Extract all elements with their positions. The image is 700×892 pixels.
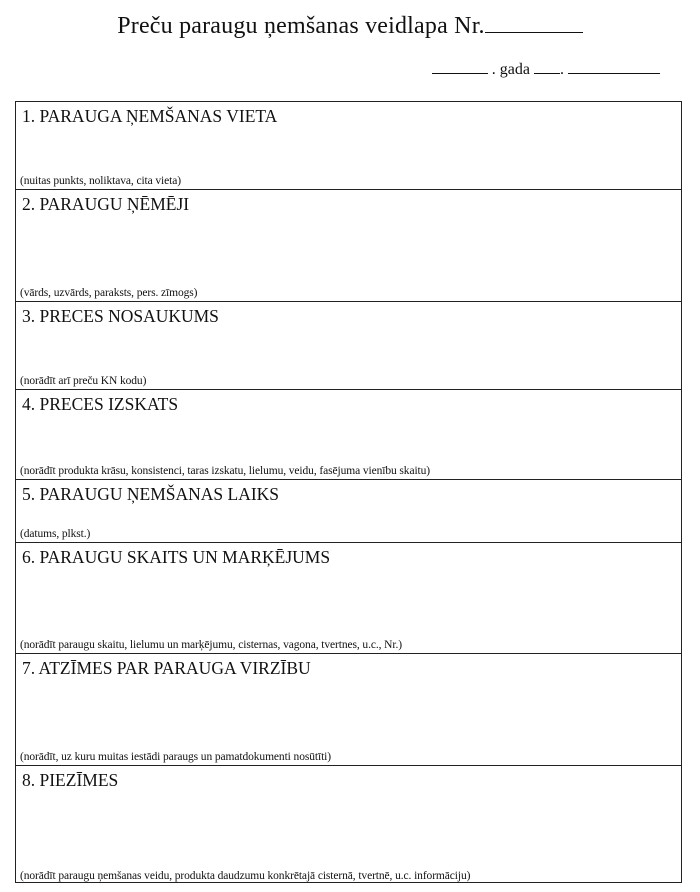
section-heading: 1. PARAUGA ŅEMŠANAS VIETA xyxy=(22,106,278,126)
section-goods-appearance[interactable] xyxy=(16,390,681,480)
section-heading: 2. PARAUGU ŅĒMĒJI xyxy=(22,194,190,214)
gada-label: . gada xyxy=(491,61,530,78)
sampling-form-table xyxy=(15,101,682,883)
section-hint: (norādīt produkta krāsu, konsistenci, taras izskatu, lielumu, veidu, fasējuma vienību skaitu) xyxy=(20,465,431,477)
section-heading: 3. PRECES NOSAUKUMS xyxy=(22,306,219,326)
section-hint: (norādīt, uz kuru muitas iestādi paraugs un pamatdokumenti nosūtīti) xyxy=(20,751,331,763)
section-heading: 6. PARAUGU SKAITS UN MARĶĒJUMS xyxy=(22,547,331,567)
section-hint: (norādīt paraugu skaitu, lielumu un marķējumu, cisternas, vagona, tvertnes, u.c., Nr.) xyxy=(20,639,402,651)
month-blank[interactable] xyxy=(534,61,560,74)
section-samplers[interactable] xyxy=(16,190,681,302)
year-blank[interactable] xyxy=(432,61,488,74)
date-line xyxy=(432,61,660,79)
section-heading: 5. PARAUGU ŅEMŠANAS LAIKS xyxy=(22,484,280,504)
day-blank[interactable] xyxy=(568,61,660,74)
section-hint: (norādīt paraugu ņemšanas veidu, produkta daudzumu konkrētajā cisternā, tvertnē, u.c. informāciju) xyxy=(20,870,471,882)
section-heading: 4. PRECES IZSKATS xyxy=(22,394,179,414)
section-heading: 8. PIEZĪMES xyxy=(22,770,119,790)
section-goods-name[interactable] xyxy=(16,302,681,390)
section-sample-count-marking[interactable] xyxy=(16,543,681,654)
section-hint: (norādīt arī preču KN kodu) xyxy=(20,375,147,387)
section-sample-routing[interactable] xyxy=(16,654,681,766)
section-heading: 7. ATZĪMES PAR PARAUGA VIRZĪBU xyxy=(22,658,311,678)
section-hint: (nuitas punkts, noliktava, cita vieta) xyxy=(20,175,181,187)
form-title xyxy=(0,12,700,40)
form-number-blank[interactable] xyxy=(485,12,583,33)
section-notes[interactable] xyxy=(16,766,681,884)
date-dot: . xyxy=(560,61,564,78)
section-hint: (vārds, uzvārds, paraksts, pers. zīmogs) xyxy=(20,287,198,299)
section-sampling-place[interactable] xyxy=(16,102,681,190)
section-hint: (datums, plkst.) xyxy=(20,528,91,540)
section-sampling-time[interactable] xyxy=(16,480,681,543)
form-title-text: Preču paraugu ņemšanas veidlapa Nr. xyxy=(117,13,485,39)
